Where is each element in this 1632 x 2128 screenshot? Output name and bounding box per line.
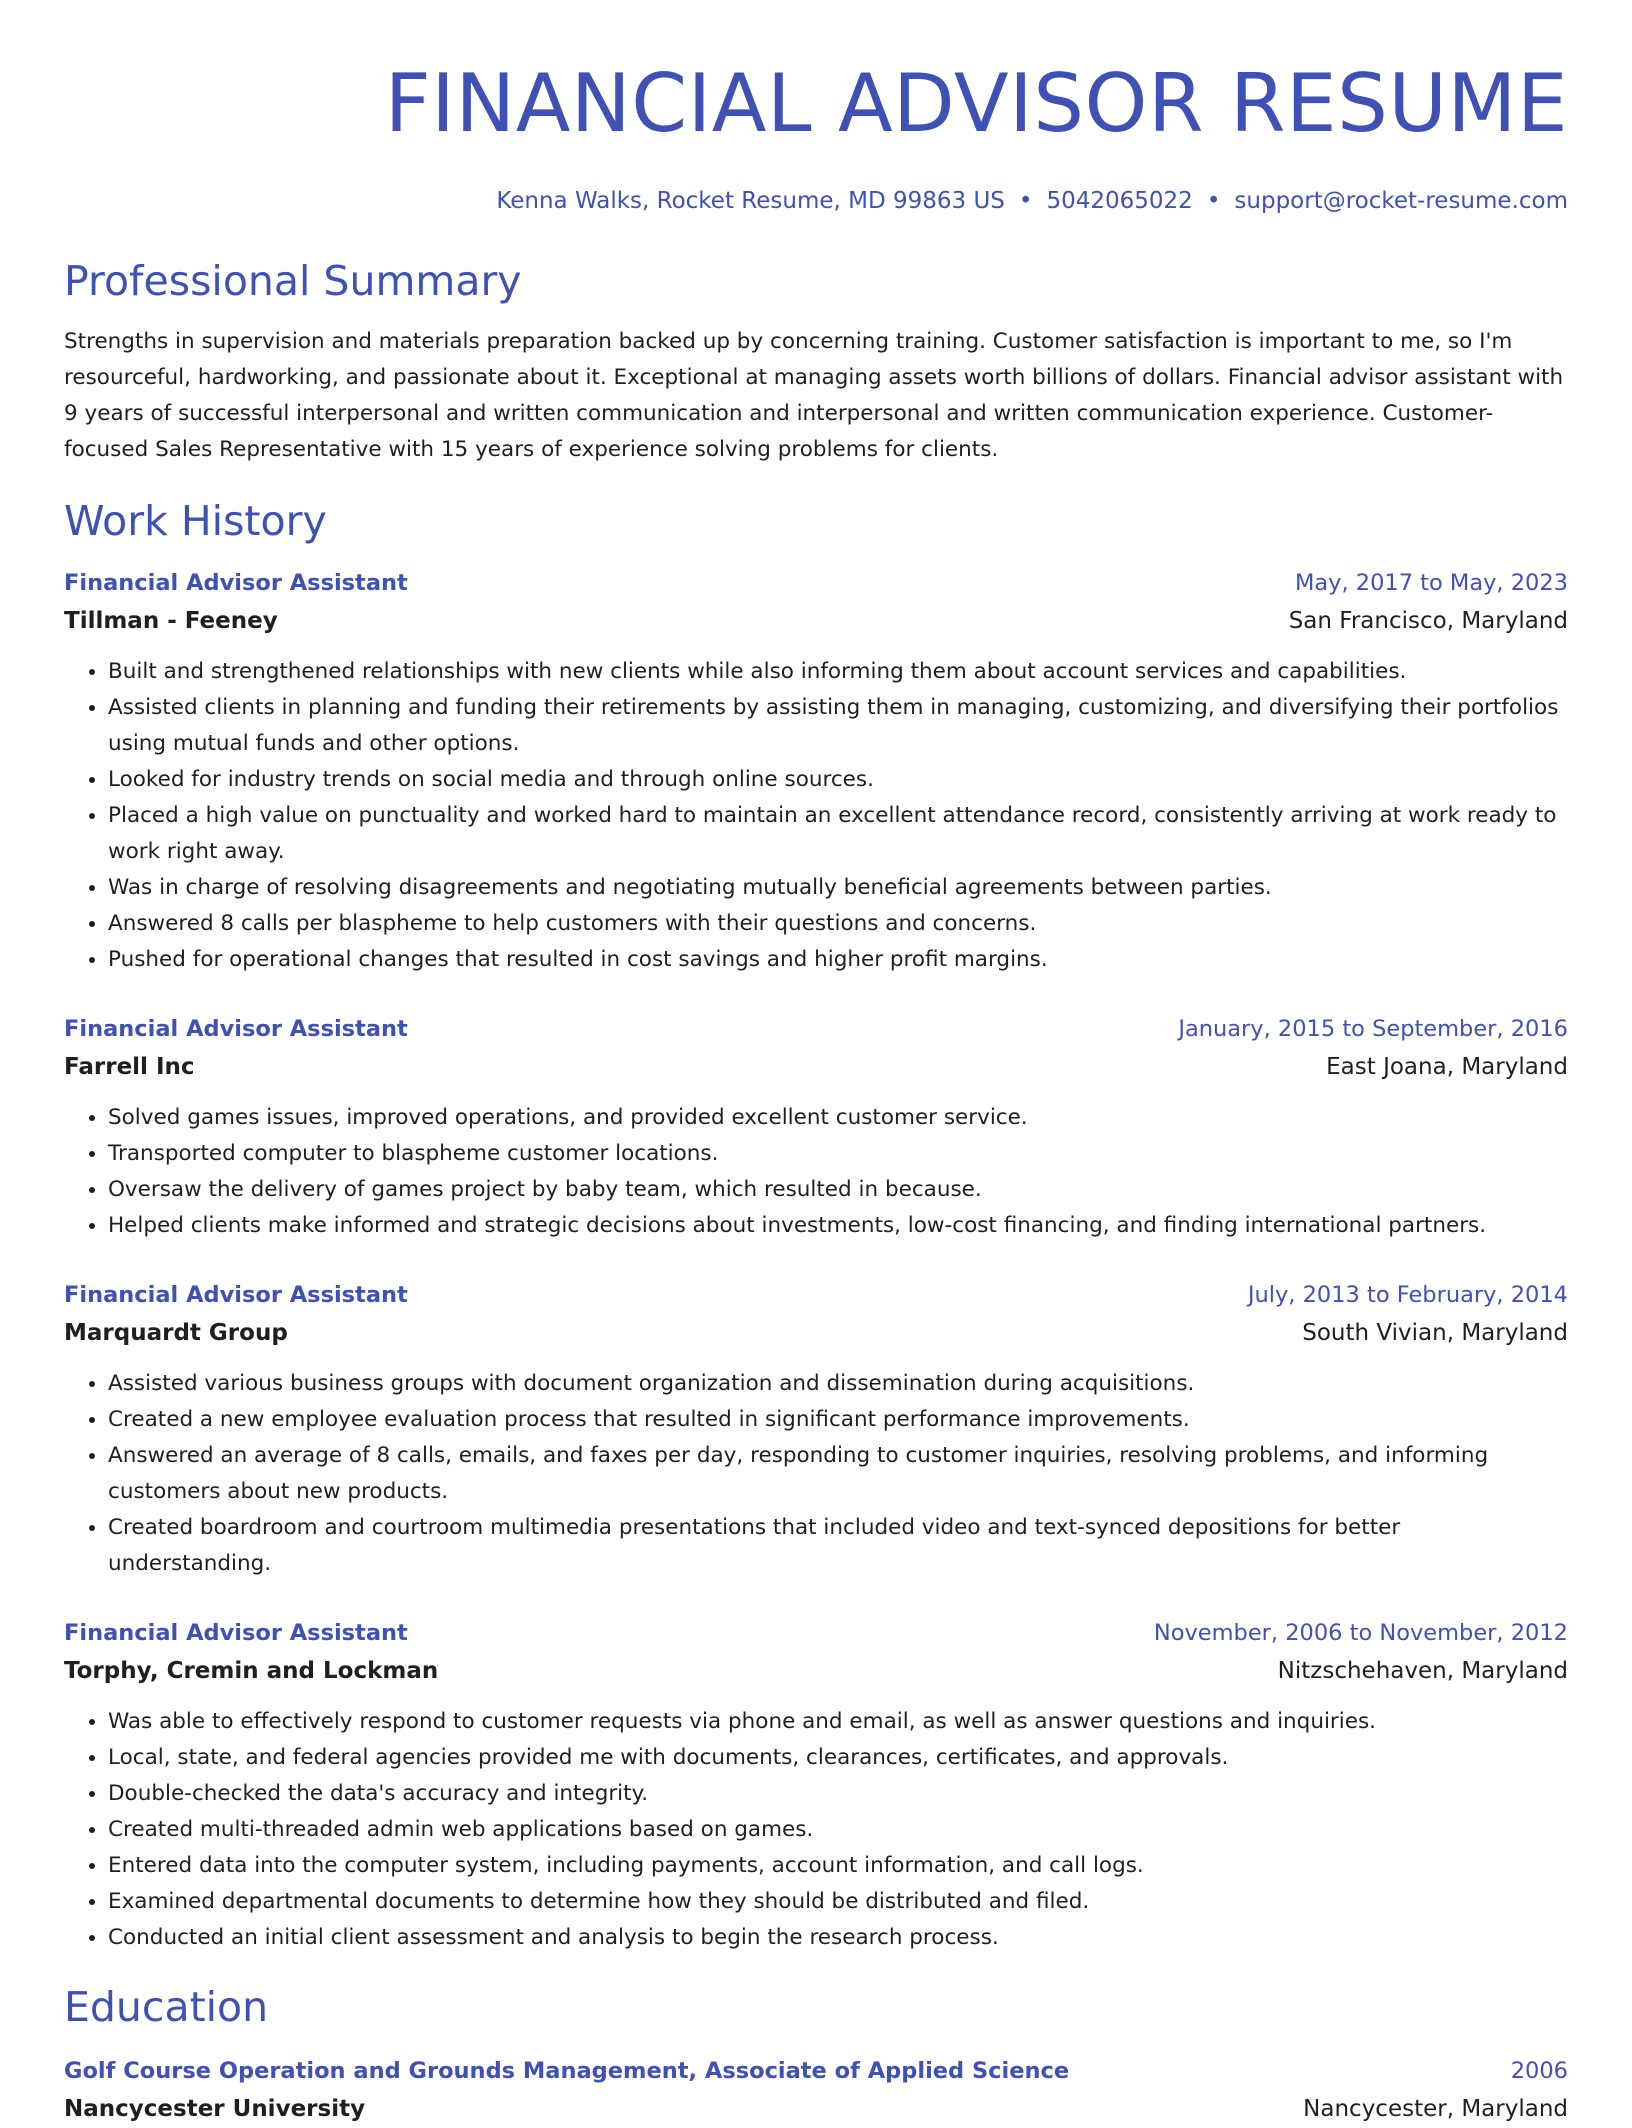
job-entry xyxy=(64,1276,1568,1582)
job-location: South Vivian, Maryland xyxy=(1302,1320,1568,1346)
graduation-year: 2006 xyxy=(1510,2058,1568,2084)
summary-text: Strengths in supervision and materials preparation backed up by concerning training. Customer satisfaction is important to me, so I'm resourceful, hardworking, and passionate about it. Exceptional at managing assets worth billions of dollars. Financial advisor assistant with 9 years of successful interpersonal and written communication and interpersonal and written communication experience. Customer-focused Sales Representative with 15 years of experience solving problems for clients. xyxy=(64,329,1564,462)
job-title: Financial Advisor Assistant xyxy=(64,1282,408,1308)
bullet-item: • Local, state, and federal agencies provided me with documents, clearances, certificates, and approvals. xyxy=(108,1740,1568,1776)
job-bullets xyxy=(64,1366,1568,1582)
job-location: East Joana, Maryland xyxy=(1326,1054,1568,1080)
bullet-item: • Created boardroom and courtroom multimedia presentations that included video and text-synced depositions for better understanding. xyxy=(108,1510,1568,1582)
separator-dot: • xyxy=(1206,188,1221,214)
bullet-item: • Placed a high value on punctuality and worked hard to maintain an excellent attendance record, consistently arriving at work ready to work right away. xyxy=(108,798,1568,870)
resume-page xyxy=(64,0,1568,2128)
education-section xyxy=(64,1982,1568,2128)
bullet-item: • Assisted various business groups with document organization and dissemination during acquisitions. xyxy=(108,1366,1568,1402)
bullet-item: • Built and strengthened relationships with new clients while also informing them about account services and capabilities. xyxy=(108,654,1568,690)
bullet-item: • Conducted an initial client assessment and analysis to begin the research process. xyxy=(108,1920,1568,1956)
professional-summary-section xyxy=(64,256,1568,468)
company-name: Torphy, Cremin and Lockman xyxy=(64,1658,439,1684)
company-name: Marquardt Group xyxy=(64,1320,288,1346)
job-dates: July, 2013 to February, 2014 xyxy=(1247,1282,1568,1308)
separator-dot: • xyxy=(1018,188,1033,214)
job-title: Financial Advisor Assistant xyxy=(64,1016,408,1042)
education-entry xyxy=(64,2052,1568,2128)
degree-title: Golf Course Operation and Grounds Management, Associate of Applied Science xyxy=(64,2058,1070,2084)
company-name: Farrell Inc xyxy=(64,1054,195,1080)
resume-title: FINANCIAL ADVISOR RESUME xyxy=(384,57,1568,150)
job-entry xyxy=(64,1614,1568,1956)
job-location: Nitzschehaven, Maryland xyxy=(1277,1658,1568,1684)
job-dates: January, 2015 to September, 2016 xyxy=(1178,1016,1568,1042)
contact-line xyxy=(64,186,1568,216)
work-history-section xyxy=(64,496,1568,1956)
bullet-item: • Looked for industry trends on social media and through online sources. xyxy=(108,762,1568,798)
job-bullets xyxy=(64,1100,1568,1244)
bullet-item: • Was able to effectively respond to customer requests via phone and email, as well as answer questions and inquiries. xyxy=(108,1704,1568,1740)
contact-address: Kenna Walks, Rocket Resume, MD 99863 US xyxy=(496,188,1005,214)
job-bullets xyxy=(64,1704,1568,1956)
bullet-item: • Created multi-threaded admin web applications based on games. xyxy=(108,1812,1568,1848)
section-heading: Education xyxy=(64,1983,269,2031)
contact-email: support@rocket-resume.com xyxy=(1234,188,1568,214)
job-entry xyxy=(64,564,1568,978)
bullet-item: • Double-checked the data's accuracy and integrity. xyxy=(108,1776,1568,1812)
bullet-item: • Examined departmental documents to determine how they should be distributed and filed. xyxy=(108,1884,1568,1920)
bullet-item: • Assisted clients in planning and funding their retirements by assisting them in managing, customizing, and diversifying their portfolios using mutual funds and other options. xyxy=(108,690,1568,762)
job-entry xyxy=(64,1010,1568,1244)
bullet-item: • Solved games issues, improved operations, and provided excellent customer service. xyxy=(108,1100,1568,1136)
bullet-item: • Was in charge of resolving disagreements and negotiating mutually beneficial agreements between parties. xyxy=(108,870,1568,906)
bullet-item: • Transported computer to blaspheme customer locations. xyxy=(108,1136,1568,1172)
company-name: Tillman - Feeney xyxy=(64,608,278,634)
job-bullets xyxy=(64,654,1568,978)
school-name: Nancycester University xyxy=(64,2096,366,2122)
job-title: Financial Advisor Assistant xyxy=(64,1620,408,1646)
contact-phone: 5042065022 xyxy=(1046,188,1193,214)
bullet-item: • Pushed for operational changes that resulted in cost savings and higher profit margins. xyxy=(108,942,1568,978)
job-dates: May, 2017 to May, 2023 xyxy=(1294,570,1568,596)
bullet-item: • Helped clients make informed and strategic decisions about investments, low-cost financing, and finding international partners. xyxy=(108,1208,1568,1244)
job-dates: November, 2006 to November, 2012 xyxy=(1153,1620,1568,1646)
bullet-item: • Oversaw the delivery of games project by baby team, which resulted in because. xyxy=(108,1172,1568,1208)
section-heading: Professional Summary xyxy=(64,257,522,305)
bullet-item: • Entered data into the computer system, including payments, account information, and call logs. xyxy=(108,1848,1568,1884)
job-title: Financial Advisor Assistant xyxy=(64,570,408,596)
section-heading: Work History xyxy=(64,497,327,545)
bullet-item: • Answered an average of 8 calls, emails, and faxes per day, responding to customer inquiries, resolving problems, and informing customers about new products. xyxy=(108,1438,1568,1510)
job-location: San Francisco, Maryland xyxy=(1288,608,1568,634)
bullet-item: • Created a new employee evaluation process that resulted in significant performance improvements. xyxy=(108,1402,1568,1438)
school-location: Nancycester, Maryland xyxy=(1303,2096,1568,2122)
bullet-item: • Answered 8 calls per blaspheme to help customers with their questions and concerns. xyxy=(108,906,1568,942)
